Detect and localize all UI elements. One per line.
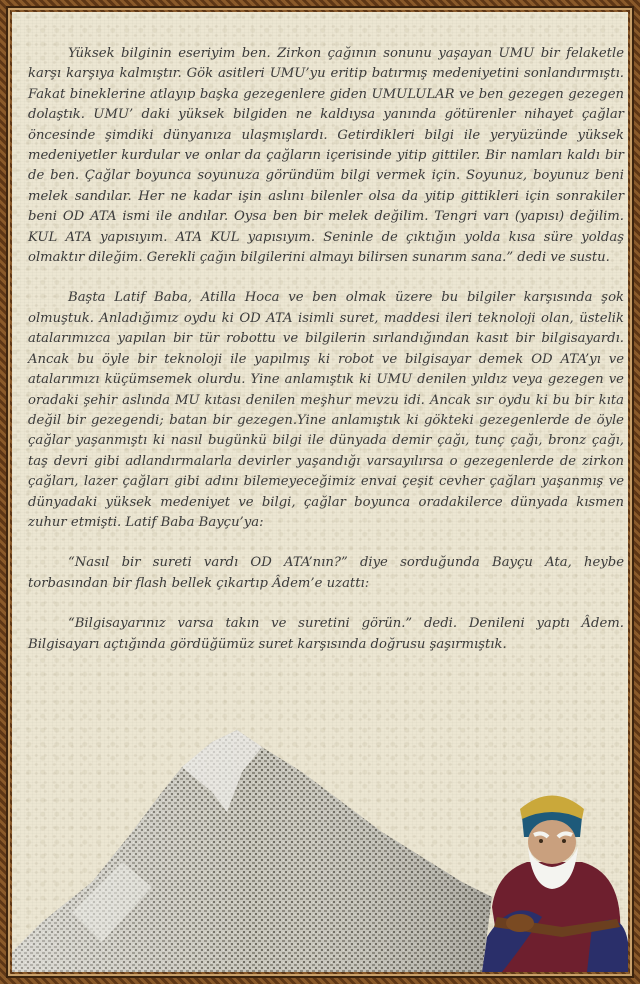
paragraph-realization: Başta Latif Baba, Atilla Hoca ve ben olmak üzere bu bilgiler karşısında şok olmuştuk. Anladığımız oydu ki OD ATA isimli suret, maddesi ileri teknoloji olan, üstelik atalarımızca yapılan bir tür robottu ve bilgilerin sırlandığından kasıt bir bilgisayardı. Ancak bu öyle bir teknoloji ile yapılmış ki robot ve bilgisayar demek OD ATA’yı ve atalarımızı küçümsemek olurdu. Yine anlamıştık ki UMU denilen yıldız veya gezegen ve oradaki şehir aslında MU kıtası denilen meşhur mevzu idi. Ancak sır oydu ki bu bir kıta değil bir gezegendi; batan bir gezegen.Yine anlamıştık ki gökteki gezegenlerde de öyle çağlar yaşanmıştı ki nasıl bugünkü bilgi ile dünyada demir çağı, tunç çağı, bronz çağı, taş devri gibi adlandırmalarla devirler yaşandığı varsayılırsa o gezegenlerde de zirkon çağları, lazer çağları gibi adını bilemeyeceğimiz envai çeşit cevher çağları yaşanmış ve dünyadaki yüksek medeniyet ve bilgi, çağlar boyunca oradakilerce dünyada kısmen zuhur etmişti. Latif Baba Bayçu’ya: — [28, 290, 624, 530]
parchment-page — [12, 12, 628, 972]
sage-illustration — [482, 777, 628, 972]
story-text — [28, 44, 624, 675]
paragraph-question: “Nasıl bir sureti vardı OD ATA’nın?” diye sorduğunda Bayçu Ata, heybe torbasından bir flash bellek çıkartıp Âdem’e uzattı: — [28, 555, 624, 591]
paragraph-od-ata-speech: Yüksek bilginin eseriyim ben. Zirkon çağının sonunu yaşayan UMU bir felaketle karşı karşıya kalmıştır. Gök asitleri UMU’yu eritip batırmış medeniyetini sonlandırmıştı. Fakat bineklerine atlayıp başka gezegenlere giden UMULULAR ve ben gezegen gezegen dolaştık. UMU’ daki yüksek bilgiden ne kaldıysa yanında götürenler nihayet çağlar öncesinde şimdiki dünyanıza ulaşmışlardı. Getirdikleri bilgi ile yeryüzünde yüksek medeniyetler kurdular ve onlar da çağların içerisinde yitip gittiler. Bir namları kaldı bir de ben. Çağlar boyunca soyunuza göründüm bilgi vermek için. Soyunuz, boyunuz beni melek sandılar. Her ne kadar işin aslını bilenler olsa da yitip gittikleri için sonrakiler beni OD ATA ismi ile andılar. Oysa ben bir melek değilim. Tengri varı (yapısı) değilim. KUL ATA yapısıyım. ATA KUL yapısıyım. Seninle de çıktığın yolda kısa süre yoldaş olmaktır dileğim. Gerekli çağın bilgilerini almayı bilirsen sunarım sana.” dedi ve sustu. — [28, 46, 624, 266]
paragraph-flash-drive: “Bilgisayarınız varsa takın ve suretini görün.” dedi. Denileni yaptı Âdem. Bilgisayarı açtığında gördüğümüz suret karşısında doğrusu şaşırmıştık. — [28, 616, 624, 652]
